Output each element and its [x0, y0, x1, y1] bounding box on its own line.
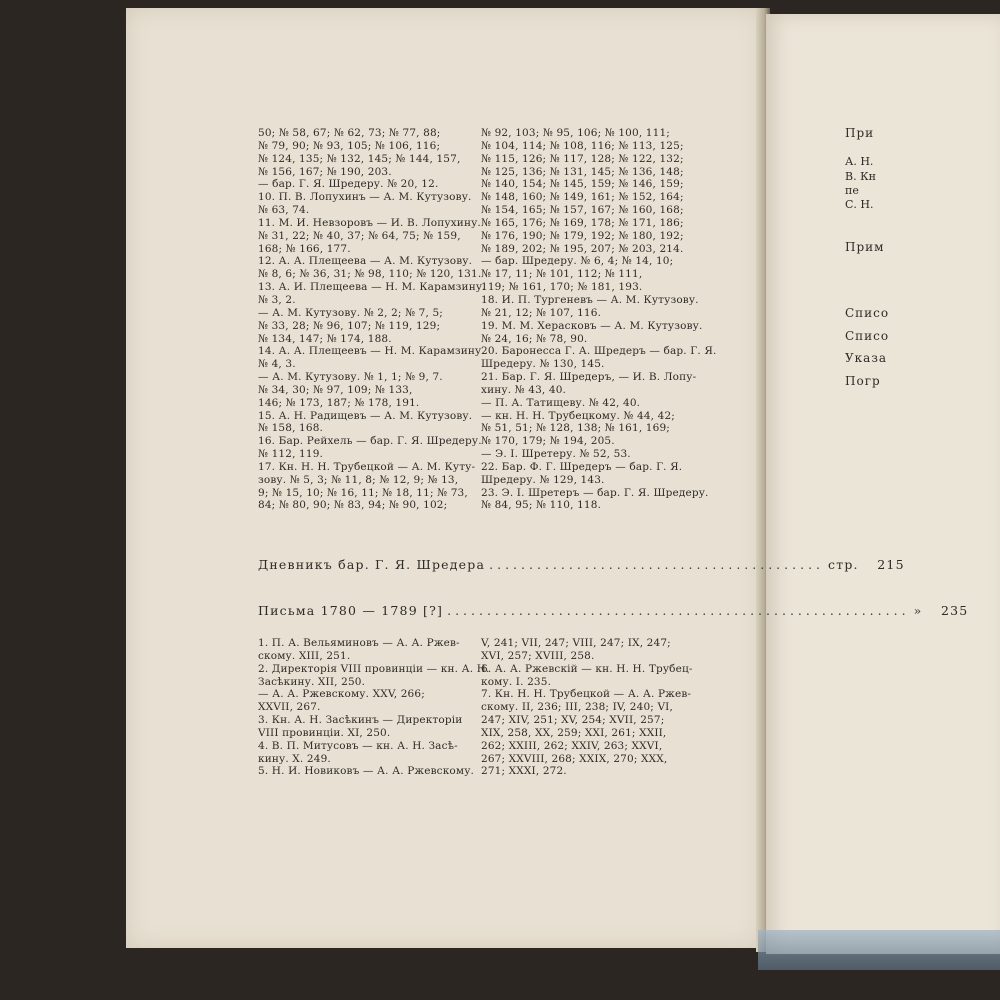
- index-line: 16. Бар. Рейхель — бар. Г. Я. Шредеру.: [258, 435, 482, 448]
- index-line: 3. Кн. А. Н. Засѣкинъ — Директоріи: [258, 714, 463, 727]
- index-line: № 3, 2.: [258, 293, 296, 306]
- index-line: № 115, 126; № 117, 128; № 122, 132;: [481, 152, 684, 165]
- index-line: Шредеру. № 129, 143.: [481, 473, 605, 486]
- index-line: 9; № 15, 10; № 16, 11; № 18, 11; № 73,: [258, 486, 468, 499]
- index-line: 4. В. П. Митусовъ — кн. А. Н. Засѣ-: [258, 739, 458, 752]
- right-page-line: А. Н.: [845, 155, 874, 168]
- index-line: 50; № 58, 67; № 62, 73; № 77, 88;: [258, 127, 441, 139]
- index-line: XXVII, 267.: [258, 701, 321, 714]
- index-line: № 63, 74.: [258, 204, 310, 217]
- index-line: 168; № 166, 177.: [258, 242, 351, 255]
- index-line: № 17, 11; № 101, 112; № 111,: [481, 268, 643, 281]
- index-line: 5. Н. И. Новиковъ — А. А. Ржевскому.: [258, 765, 475, 778]
- index-line: 15. А. Н. Радищевъ — А. М. Кутузову.: [258, 409, 473, 422]
- index-line: № 140, 154; № 145, 159; № 146, 159;: [481, 178, 684, 191]
- index-line: № 124, 135; № 132, 145; № 144, 157,: [258, 152, 461, 165]
- index-line: 20. Баронесса Г. А. Шредеръ — бар. Г. Я.: [481, 345, 717, 358]
- page-number: 215: [877, 557, 905, 572]
- index-line: № 176, 190; № 179, 192; № 180, 192;: [481, 229, 684, 242]
- index-line: 14. А. А. Плещеевъ — Н. М. Карамзину.: [258, 345, 485, 358]
- index-line: — кн. Н. Н. Трубецкому. № 44, 42;: [481, 409, 675, 422]
- leader-dots: ..........................................: [489, 557, 825, 572]
- section-title: Дневникъ бар. Г. Я. Шредера: [258, 557, 486, 572]
- index-line: № 21, 12; № 107, 116.: [481, 306, 602, 319]
- index-line: № 8, 6; № 36, 31; № 98, 110; № 120, 131.: [258, 268, 482, 281]
- index-line: 119; № 161, 170; № 181, 193.: [481, 281, 643, 294]
- index-line: № 112, 119.: [258, 448, 324, 461]
- index-line: — Э. І. Шретеру. № 52, 53.: [481, 448, 631, 461]
- index-line: № 156, 167; № 190, 203.: [258, 165, 392, 178]
- index-line: 262; XXIII, 262; XXIV, 263; XXVI,: [481, 739, 663, 752]
- index-line: № 34, 30; № 97, 109; № 133,: [258, 383, 413, 396]
- index-line: № 125, 136; № 131, 145; № 136, 148;: [481, 165, 684, 178]
- index-line: V, 241; VII, 247; VIII, 247; IX, 247;: [481, 637, 671, 649]
- index-line: скому. II, 236; III, 238; IV, 240; VI,: [481, 701, 673, 714]
- index-line: № 51, 51; № 128, 138; № 161, 169;: [481, 422, 670, 435]
- page-number: 235: [940, 603, 969, 618]
- right-page-line: Списо: [845, 306, 890, 320]
- index-line: 271; XXXI, 272.: [481, 765, 567, 778]
- right-page-line: пе: [845, 184, 859, 197]
- index-line: Засѣкину. XII, 250.: [258, 675, 366, 688]
- right-page-line: Погр: [845, 374, 881, 388]
- index-line: 17. Кн. Н. Н. Трубецкой — А. М. Куту-: [258, 460, 476, 473]
- index-line: 6. А. А. Ржевскій — кн. Н. Н. Трубец-: [481, 662, 693, 675]
- index-line: № 33, 28; № 96, 107; № 119, 129;: [258, 319, 441, 332]
- index-line: 1. П. А. Вельяминовъ — А. А. Ржев-: [258, 637, 460, 649]
- index-line: 10. П. В. Лопухинъ — А. М. Кутузову.: [258, 191, 472, 204]
- index-line: — бар. Г. Я. Шредеру. № 20, 12.: [258, 178, 439, 191]
- index-line: — А. А. Ржевскому. XXV, 266;: [258, 688, 425, 701]
- section-heading-diary: [258, 557, 905, 572]
- index-line: кому. I. 235.: [481, 675, 552, 688]
- index-line: № 104, 114; № 108, 116; № 113, 125;: [481, 139, 684, 152]
- right-page-line: Указа: [845, 351, 888, 365]
- page-label: стр.: [828, 557, 859, 572]
- cover-edge: [758, 930, 1000, 970]
- index-line: — бар. Шредеру. № 6, 4; № 14, 10;: [481, 255, 674, 268]
- index-line: № 92, 103; № 95, 106; № 100, 111;: [481, 127, 670, 139]
- index-line: № 158, 168.: [258, 422, 324, 435]
- index-line: хину. № 43, 40.: [481, 383, 567, 396]
- index-line: — А. М. Кутузову. № 2, 2; № 7, 5;: [258, 306, 443, 319]
- index-line: 22. Бар. Ф. Г. Шредеръ — бар. Г. Я.: [481, 460, 683, 473]
- index-line: 247; XIV, 251; XV, 254; XVII, 257;: [481, 714, 665, 727]
- index-line: 12. А. А. Плещеева — А. М. Кутузову.: [258, 255, 473, 268]
- index-line: VIII провинціи. XI, 250.: [258, 726, 391, 739]
- index-line: № 79, 90; № 93, 105; № 106, 116;: [258, 139, 441, 152]
- index-line: № 170, 179; № 194, 205.: [481, 435, 615, 448]
- section-heading-letters: [258, 603, 969, 618]
- index-line: № 84, 95; № 110, 118.: [481, 499, 602, 512]
- index-column-bottom-right: [481, 637, 696, 778]
- index-column-bottom-left: [258, 637, 490, 778]
- index-column-top-left: [258, 127, 486, 512]
- index-line: — П. А. Татищеву. № 42, 40.: [481, 396, 641, 409]
- index-line: 146; № 173, 187; № 178, 191.: [258, 396, 420, 409]
- index-line: 2. Директорія VIII провинціи — кн. А. Н.: [258, 662, 490, 675]
- index-line: № 148, 160; № 149, 161; № 152, 164;: [481, 191, 684, 204]
- page-label: »: [913, 603, 923, 618]
- index-line: 19. М. М. Херасковъ — А. М. Кутузову.: [481, 319, 703, 332]
- right-page-line: Прим: [845, 240, 885, 254]
- index-line: скому. XIII, 251.: [258, 649, 351, 662]
- index-column-top-right: [481, 127, 717, 512]
- index-line: 13. А. И. Плещеева — Н. М. Карамзину.: [258, 281, 486, 294]
- index-line: 21. Бар. Г. Я. Шредеръ, — И. В. Лопу-: [481, 371, 697, 384]
- index-line: № 4, 3.: [258, 358, 296, 371]
- index-line: 84; № 80, 90; № 83, 94; № 90, 102;: [258, 499, 448, 512]
- index-line: 18. И. П. Тургеневъ — А. М. Кутузову.: [481, 293, 699, 306]
- index-line: № 154, 165; № 157, 167; № 160, 168;: [481, 204, 684, 217]
- index-line: № 134, 147; № 174, 188.: [258, 332, 392, 345]
- leader-dots: ..........................................................: [447, 603, 910, 618]
- index-line: 7. Кн. Н. Н. Трубецкой — А. А. Ржев-: [481, 688, 692, 701]
- right-page-line: Списо: [845, 329, 890, 343]
- index-line: 23. Э. І. Шретеръ — бар. Г. Я. Шредеру.: [481, 486, 709, 499]
- index-line: № 189, 202; № 195, 207; № 203, 214.: [481, 242, 684, 255]
- right-page-line: С. Н.: [845, 198, 874, 211]
- index-line: XIX, 258, XX, 259; XXI, 261; XXII,: [481, 726, 667, 739]
- index-line: № 31, 22; № 40, 37; № 64, 75; № 159,: [258, 229, 461, 242]
- index-line: № 24, 16; № 78, 90.: [481, 332, 588, 345]
- index-line: Шредеру. № 130, 145.: [481, 358, 605, 371]
- right-page-line: В. Кн: [845, 170, 876, 183]
- index-line: кину. Х. 249.: [258, 752, 331, 765]
- index-line: XVI, 257; XVIII, 258.: [481, 649, 595, 662]
- index-line: зову. № 5, 3; № 11, 8; № 12, 9; № 13,: [258, 473, 459, 486]
- index-line: № 165, 176; № 169, 178; № 171, 186;: [481, 216, 684, 229]
- index-line: — А. М. Кутузову. № 1, 1; № 9, 7.: [258, 371, 443, 384]
- index-line: 11. М. И. Невзоровъ — И. В. Лопухину.: [258, 216, 481, 229]
- section-title: Письма 1780 — 1789 [?]: [258, 603, 444, 618]
- right-page-line: При: [845, 126, 875, 140]
- index-line: 267; XXVIII, 268; XXIX, 270; XXX,: [481, 752, 668, 765]
